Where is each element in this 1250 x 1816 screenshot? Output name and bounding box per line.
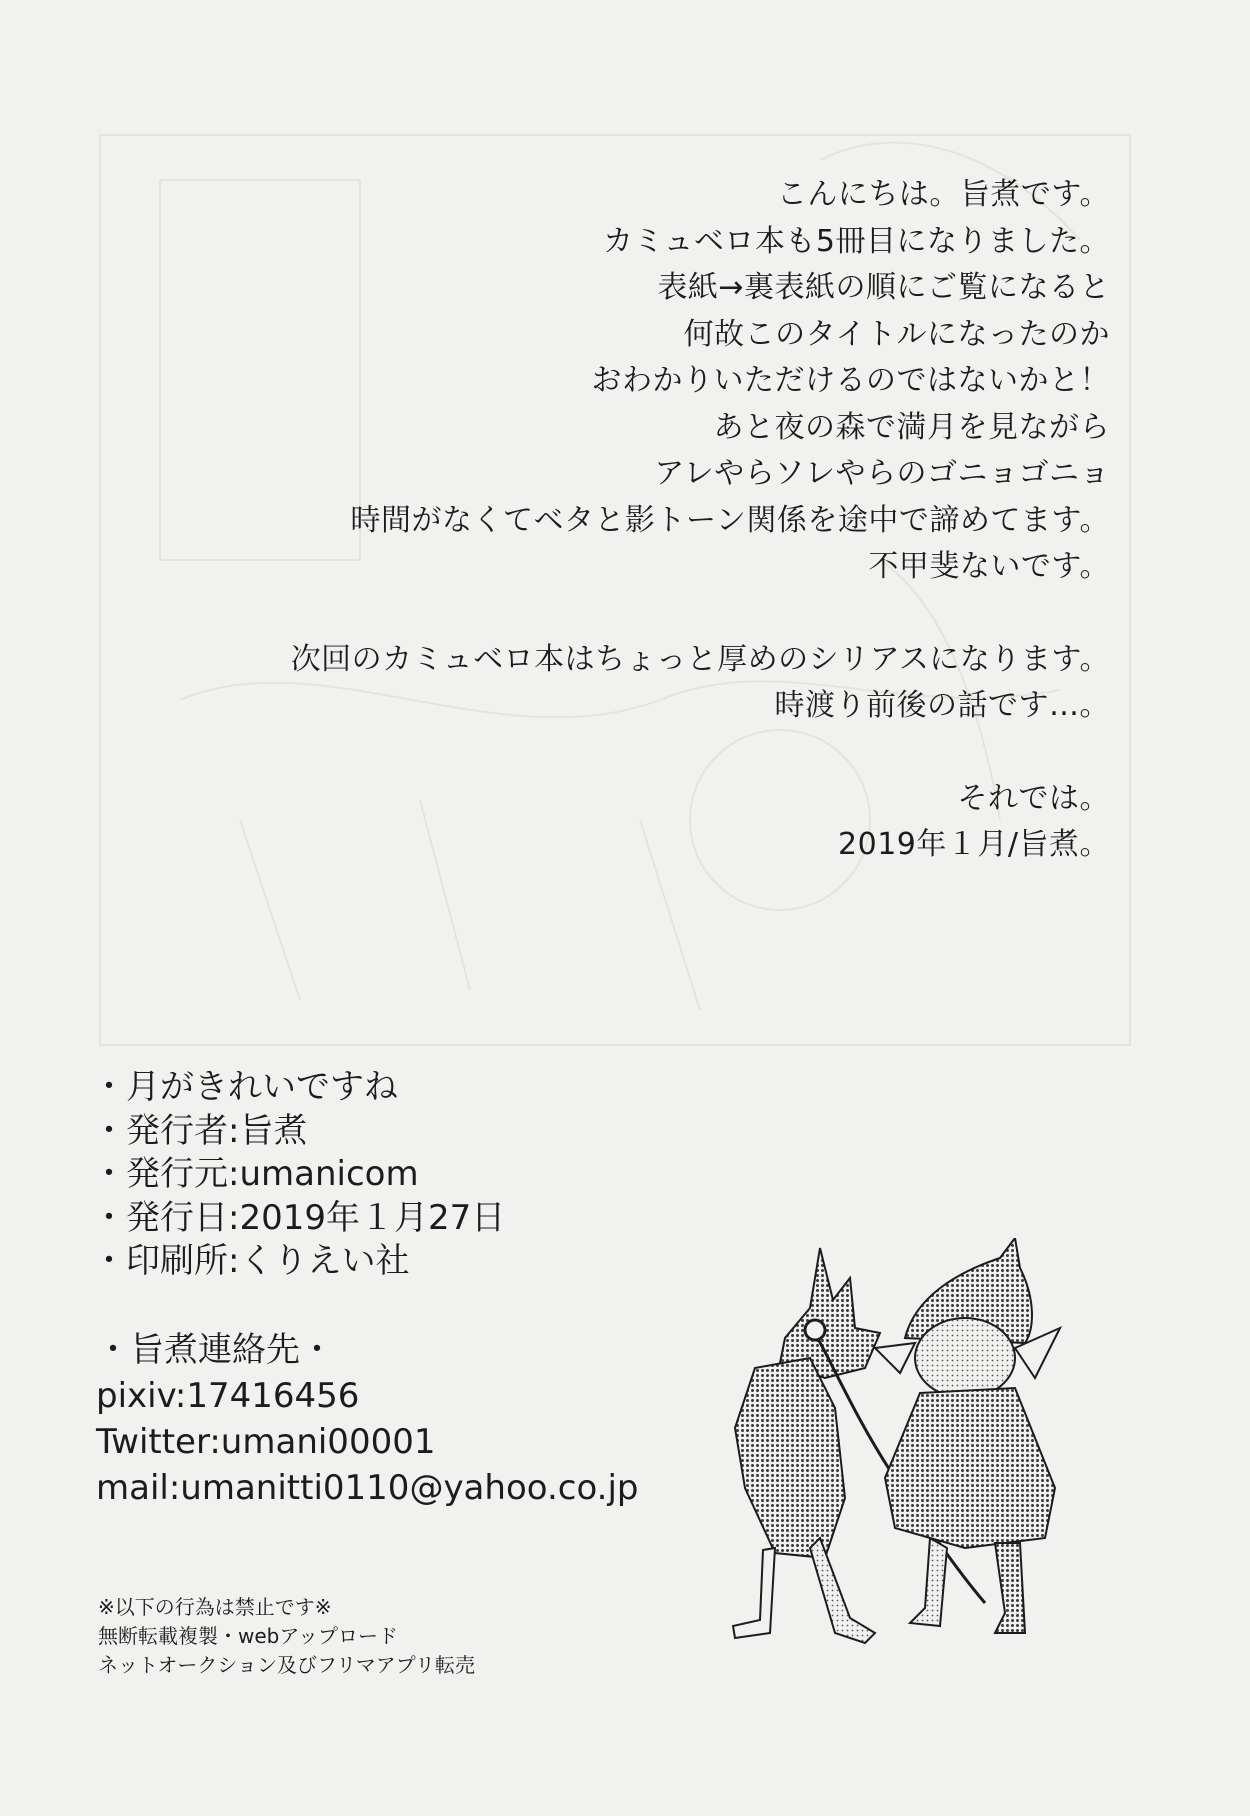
notice-heading: ※以下の行為は禁止です※	[98, 1595, 332, 1619]
notice-line: 無断転載複製・webアップロード	[98, 1624, 398, 1648]
mail-address: mail:umanitti0110@yahoo.co.jp	[96, 1468, 639, 1508]
left-character	[733, 1248, 880, 1643]
paragraph-gap	[210, 591, 1110, 637]
contact-heading: ・旨煮連絡先・	[96, 1330, 334, 1370]
chibi-characters-illustration	[715, 1238, 1145, 1668]
afterword-line: それでは。	[957, 780, 1110, 816]
publishing-circle: ・発行元:umanicom	[92, 1154, 419, 1194]
afterword-line: あと夜の森で満月を見ながら	[713, 409, 1110, 445]
afterword-line: 時渡り前後の話です…。	[774, 688, 1110, 723]
afterword-line: アレやらソレやらのゴニョゴニョ	[654, 456, 1110, 491]
afterword-line: こんにちは。旨煮です。	[776, 177, 1110, 212]
publish-date: ・発行日:2019年１月27日	[92, 1197, 506, 1238]
afterword-line: 表紙→裏表紙の順にご覧になると	[657, 270, 1110, 305]
afterword-line: おわかりいただけるのではないかと！	[591, 363, 1110, 398]
afterword-line: 不甲斐ないです。	[868, 549, 1110, 584]
afterword-signature: 2019年１月/旨煮。	[838, 827, 1110, 862]
paragraph-gap	[210, 730, 1110, 776]
printer: ・印刷所:くりえい社	[92, 1241, 410, 1281]
prohibition-notice	[98, 1593, 475, 1680]
pixiv-id: pixiv:17416456	[96, 1376, 360, 1416]
contact-info	[96, 1327, 639, 1511]
publisher: ・発行者:旨煮	[92, 1110, 308, 1151]
afterword	[210, 172, 1110, 869]
afterword-line: 時間がなくてベタと影トーン関係を途中で諦めてます。	[350, 502, 1110, 538]
afterword-line: カミュベロ本も5冊目になりました。	[603, 223, 1110, 259]
notice-line: ネットオークション及びフリマアプリ転売	[98, 1653, 475, 1677]
colophon	[92, 1066, 505, 1284]
twitter-handle: Twitter:umani00001	[96, 1422, 436, 1462]
afterword-line: 次回のカミュベロ本はちょっと厚めのシリアスになります。	[290, 641, 1110, 677]
book-title: ・月がきれいですね	[92, 1067, 398, 1107]
right-character	[875, 1238, 1060, 1633]
afterword-line: 何故このタイトルになったのか	[683, 316, 1110, 352]
